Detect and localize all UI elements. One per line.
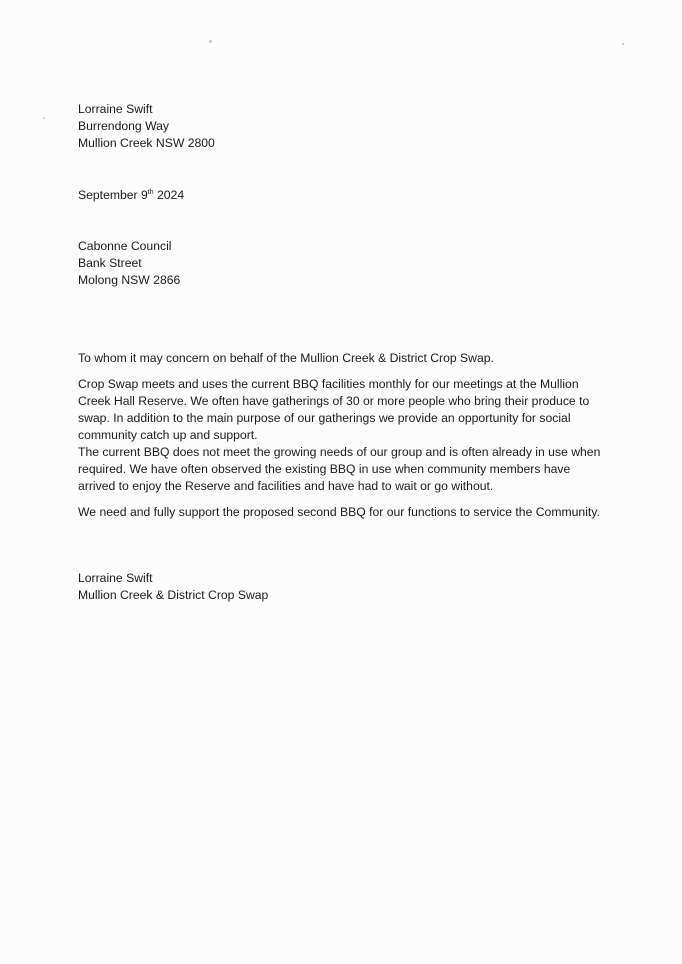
recipient-street: Bank Street: [78, 256, 142, 270]
date-ordinal: th: [147, 189, 154, 196]
signature-block: [78, 570, 606, 604]
sender-address: [78, 101, 606, 152]
date-line: [78, 187, 606, 204]
date-year: 2024: [153, 188, 185, 202]
recipient-town: Molong NSW 2866: [78, 273, 181, 287]
scan-speck: [622, 43, 624, 45]
sender-town: Mullion Creek NSW 2800: [78, 136, 215, 150]
letter-body: [78, 376, 606, 521]
date-day: September 9: [78, 188, 148, 202]
salutation-text: To whom it may concern on behalf of the Mullion Creek & District Crop Swap.: [78, 351, 494, 365]
sender-street: Burrendong Way: [78, 119, 170, 133]
signature-organisation: Mullion Creek & District Crop Swap: [78, 588, 269, 602]
recipient-address: [78, 238, 606, 289]
scan-speck: [209, 40, 212, 43]
sender-name: Lorraine Swift: [78, 102, 153, 116]
recipient-name: Cabonne Council: [78, 239, 172, 253]
scan-speck: [43, 117, 45, 119]
signature-name: Lorraine Swift: [78, 571, 153, 585]
body-paragraph-3: We need and fully support the proposed second BBQ for our functions to service the Community.: [78, 505, 600, 519]
body-paragraph-1: Crop Swap meets and uses the current BBQ facilities monthly for our meetings at the Mullion Creek Hall Reserve. We often have gatherings of 30 or more people who bring their produce to swap. In addition to the main purpose of our gatherings we provide an opportunity for social community catch up and support.: [78, 377, 590, 442]
letter-salutation: [78, 350, 606, 367]
letter-date: [78, 187, 606, 204]
body-paragraph-2: The current BBQ does not meet the growing needs of our group and is often already in use when required. We have often observed the existing BBQ in use when community members have arrived to enjoy the Reserve and facilities and have had to wait or go without.: [78, 445, 601, 493]
